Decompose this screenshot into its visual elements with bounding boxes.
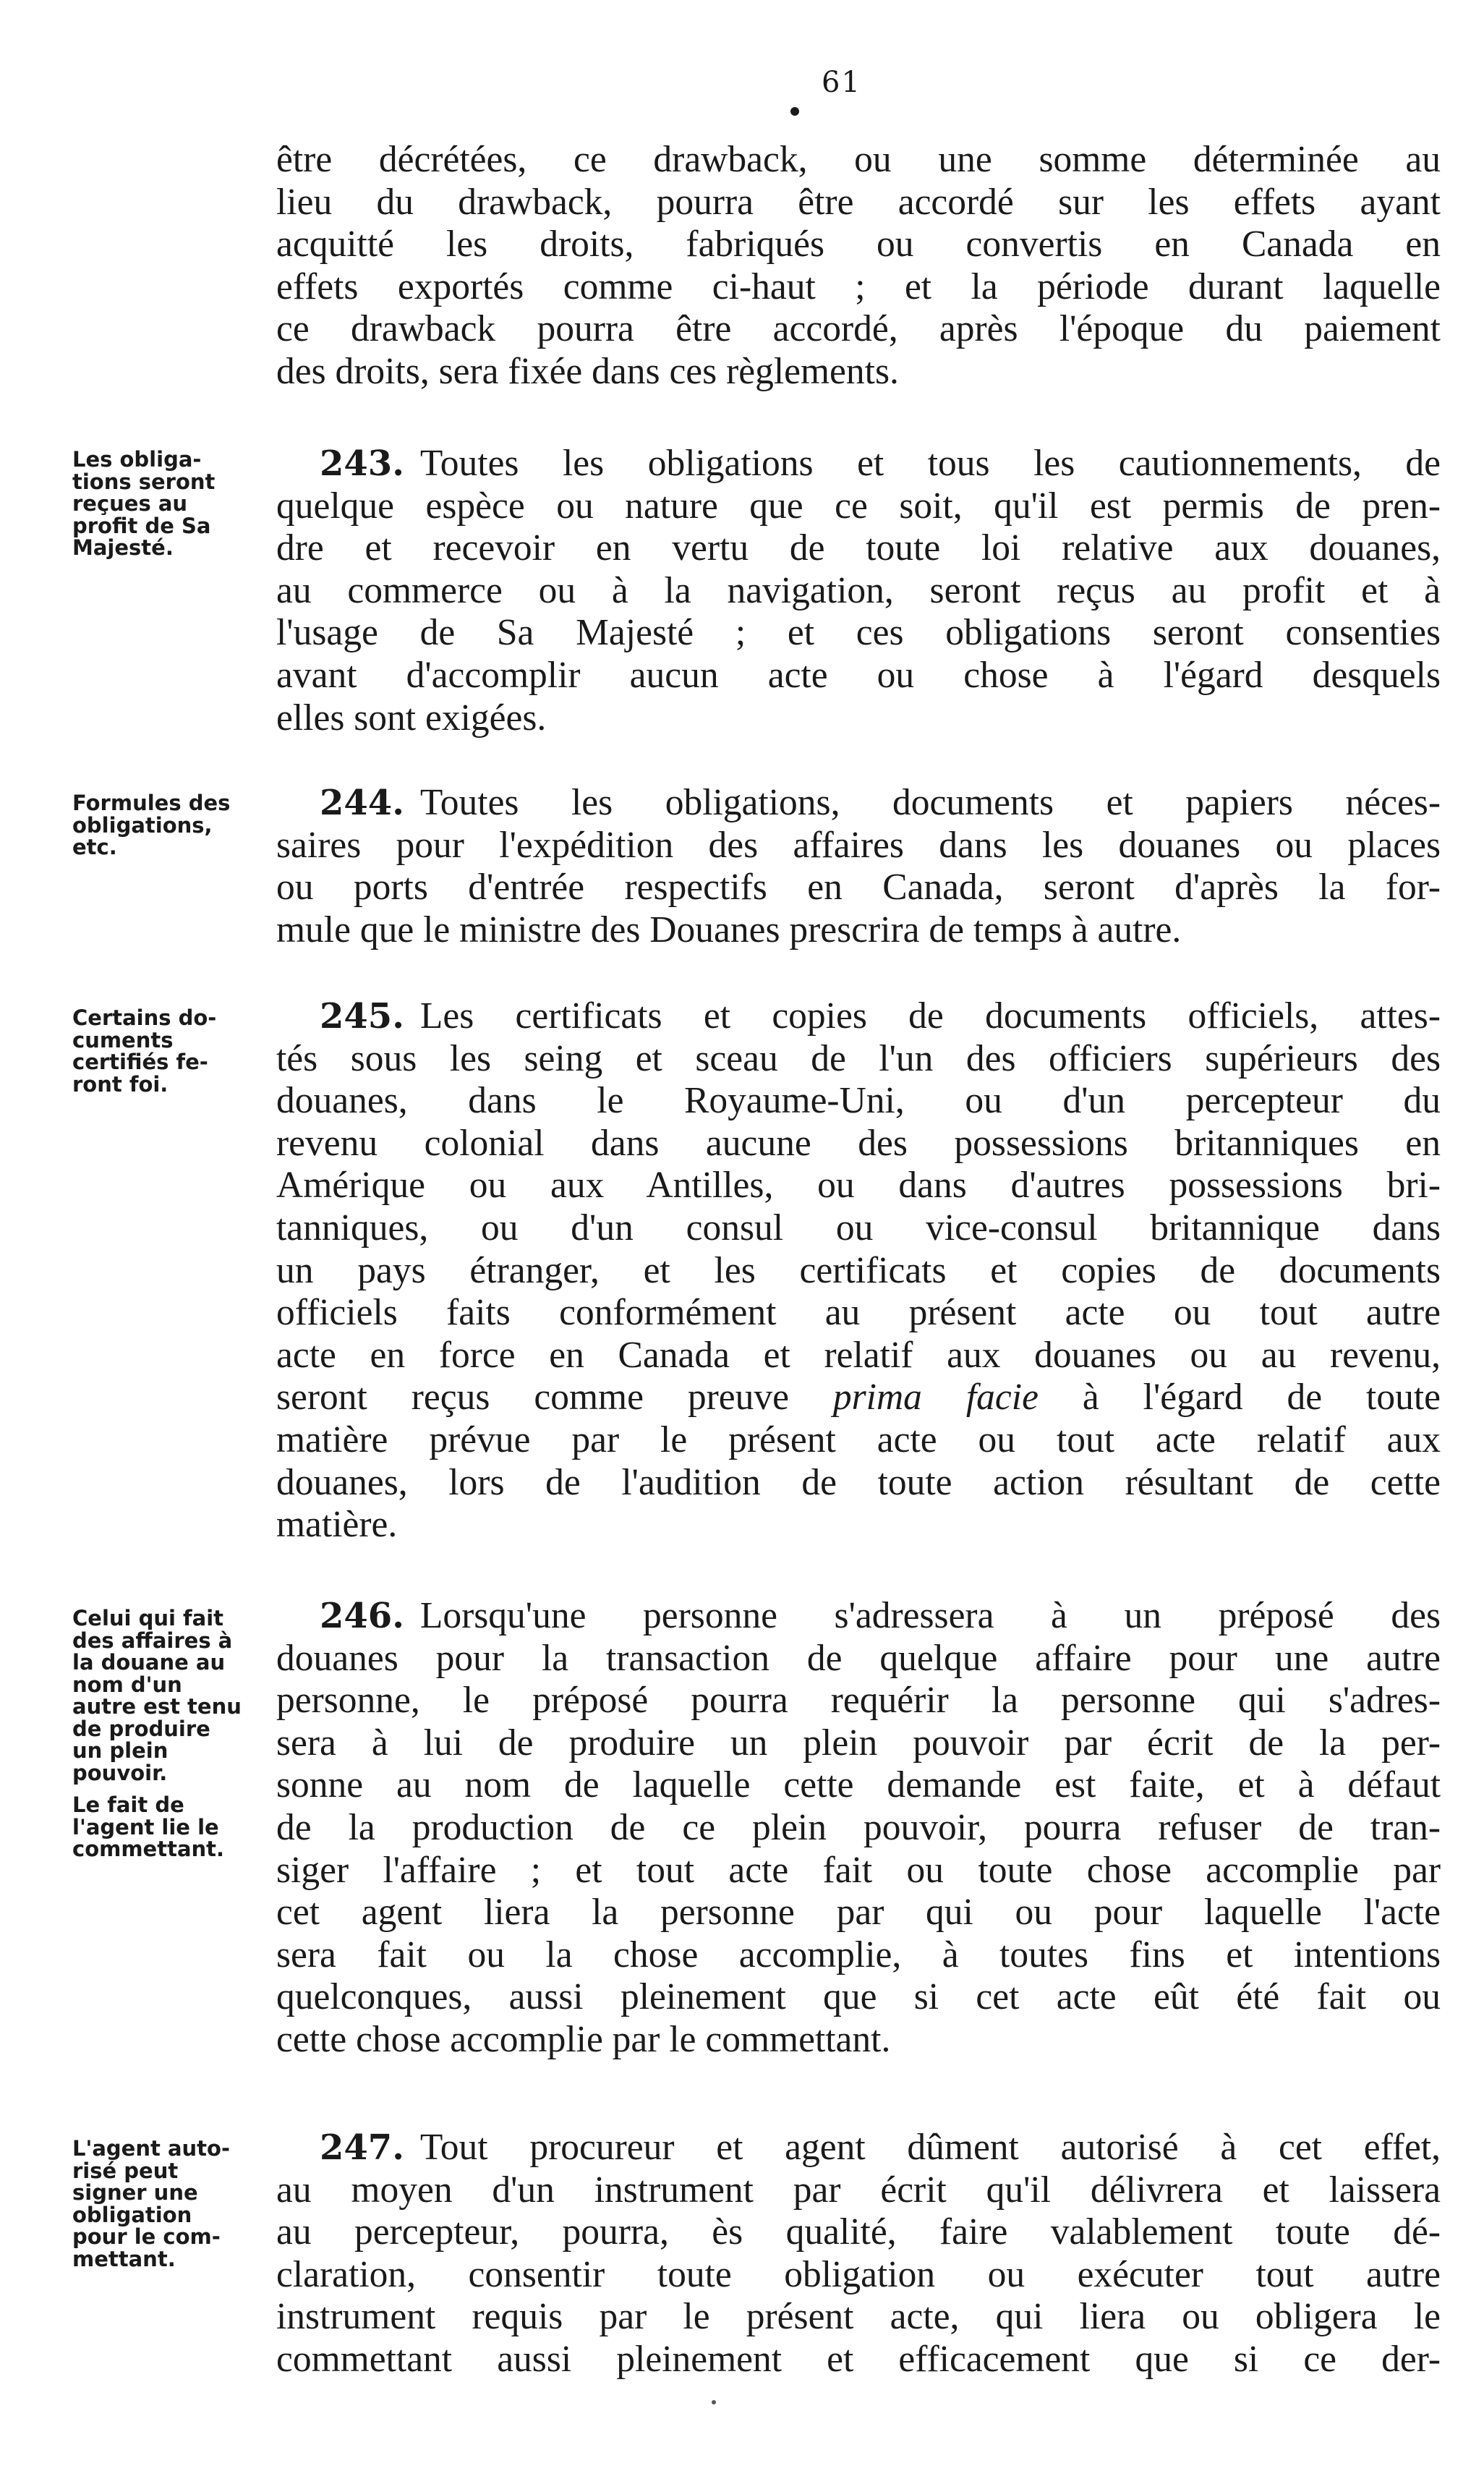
text-line: effets exportés comme ci-haut ; et la période durant laquelle: [276, 265, 1441, 307]
bottom-speck: [712, 2400, 716, 2404]
margin-note-line: cuments: [72, 1027, 174, 1052]
margin-note-line: Le fait de: [72, 1792, 184, 1817]
margin-note-line: Les obliga-: [72, 447, 202, 472]
text-line: [276, 1377, 1441, 1419]
margin-note-line: ront foi.: [72, 1071, 169, 1097]
margin-note-line: mettant.: [72, 2246, 176, 2271]
text-line: matière.: [276, 1504, 398, 1546]
section-text: Toutes les obligations, documents et papiers néces-: [419, 782, 1441, 823]
text-line: sera fait ou la chose accomplie, à toutes fins et intentions: [276, 1934, 1441, 1975]
text-line: au percepteur, pourra, ès qualité, faire valablement toute dé-: [276, 2211, 1441, 2253]
margin-note-line: obligation: [72, 2202, 192, 2227]
text-line: douanes, lors de l'audition de toute action résultant de cette: [276, 1461, 1441, 1503]
text-line: quelconques, aussi pleinement que si cet acte eût été fait ou: [276, 1976, 1441, 2018]
text-line: Amérique ou aux Antilles, ou dans d'autres possessions bri-: [276, 1165, 1441, 1207]
margin-note-244: [72, 792, 268, 859]
text-line: officiels faits conformément au présent acte ou tout autre: [276, 1292, 1441, 1334]
margin-note-line: commettant.: [72, 1837, 225, 1861]
section-text: Lorsqu'une personne s'adressera à un préposé des: [419, 1595, 1441, 1636]
text-line: [276, 995, 1441, 1038]
margin-note-245: [72, 1007, 268, 1095]
text-line: cet agent liera la personne par qui ou pour laquelle l'acte: [276, 1892, 1441, 1934]
section-number: 243.: [320, 443, 404, 484]
section-text: à l'égard de toute: [1082, 1377, 1441, 1419]
page-ornament-dot: [790, 107, 799, 116]
section-text: Toutes les obligations et tous les cautionnements, de: [419, 443, 1441, 484]
text-line: des droits, sera fixée dans ces règlements.: [276, 350, 899, 392]
margin-note-line: obligations,: [72, 812, 213, 838]
text-line: saires pour l'expédition des affaires dans les douanes ou places: [276, 824, 1441, 866]
text-line: un pays étranger, et les certificats et copies de documents: [276, 1249, 1441, 1291]
text-line: avant d'accomplir aucun acte ou chose à l'égard desquels: [276, 654, 1441, 696]
text-line: tanniques, ou d'un consul ou vice-consul britannique dans: [276, 1207, 1441, 1249]
section-text: Tout procureur et agent dûment autorisé à cet effet,: [419, 2127, 1441, 2168]
text-line: siger l'affaire ; et tout acte fait ou toute chose accomplie par: [276, 1849, 1441, 1891]
section-245: [276, 995, 1441, 1547]
margin-note-line: autre est tenu: [72, 1694, 242, 1719]
margin-note-line: Formules des: [72, 791, 231, 815]
text-line: l'usage de Sa Majesté ; et ces obligations seront consenties: [276, 612, 1441, 654]
margin-note-247: [72, 2138, 268, 2270]
section-number: 244.: [320, 783, 404, 823]
margin-note-line: L'agent auto-: [72, 2136, 230, 2161]
text-line: elles sont exigées.: [276, 697, 547, 739]
text-line: revenu colonial dans aucune des possessions britanniques en: [276, 1122, 1441, 1164]
text-line: au commerce ou à la navigation, seront reçus au profit et à: [276, 569, 1441, 611]
text-line: cette chose accomplie par le commettant.: [276, 2018, 891, 2060]
margin-note-line: la douane au: [72, 1650, 226, 1675]
margin-note-line: pouvoir.: [72, 1760, 168, 1785]
text-line: [276, 2127, 1441, 2169]
margin-note-line: signer une: [72, 2180, 198, 2205]
text-line: ce drawback pourra être accordé, après l'époque du paiement: [276, 308, 1441, 350]
text-line: douanes, dans le Royaume-Uni, ou d'un percepteur du: [276, 1080, 1441, 1122]
margin-note-line: un plein: [72, 1738, 169, 1763]
section-number: 247.: [320, 2127, 404, 2168]
text-line: douanes pour la transaction de quelque affaire pour une autre: [276, 1637, 1441, 1679]
text-line: claration, consentir toute obligation ou exécuter tout autre: [276, 2253, 1441, 2295]
section-246: [276, 1595, 1441, 2062]
section-text: seront reçus comme preuve: [276, 1377, 789, 1419]
text-line: dre et recevoir en vertu de toute loi relative aux douanes,: [276, 527, 1441, 569]
text-line: instrument requis par le présent acte, qui liera ou obligera le: [276, 2296, 1441, 2338]
section-text: Les certificats et copies de documents officiels, attes-: [419, 995, 1441, 1037]
text-line: [276, 443, 1441, 485]
section-number: 245.: [320, 996, 404, 1037]
text-line: mule que le ministre des Douanes prescrira de temps à autre.: [276, 909, 1182, 950]
margin-note-line: certifiés fe-: [72, 1050, 208, 1074]
section-244: [276, 782, 1441, 951]
latin-phrase: prima facie: [832, 1377, 1039, 1419]
intro-paragraph: [276, 139, 1441, 394]
margin-note-line: risé peut: [72, 2158, 179, 2183]
text-line: quelque espèce ou nature que ce soit, qu'il est permis de pren-: [276, 485, 1441, 527]
margin-note-246: [72, 1607, 268, 1784]
text-line: sonne au nom de laquelle cette demande est faite, et à défaut: [276, 1764, 1441, 1806]
text-line: tés sous les seing et sceau de l'un des officiers supérieurs des: [276, 1037, 1441, 1079]
margin-note-line: tions seront: [72, 469, 216, 494]
page-number: 61: [822, 66, 861, 99]
text-line: matière prévue par le présent acte ou tout acte relatif aux: [276, 1419, 1441, 1460]
margin-note-line: reçues au: [72, 491, 188, 516]
text-line: sera à lui de produire un plein pouvoir par écrit de la per-: [276, 1722, 1441, 1764]
text-line: de la production de ce plein pouvoir, pourra refuser de tran-: [276, 1806, 1441, 1848]
text-line: acte en force en Canada et relatif aux douanes ou au revenu,: [276, 1334, 1441, 1376]
text-line: acquitté les droits, fabriqués ou convertis en Canada en: [276, 224, 1441, 265]
margin-note-line: etc.: [72, 835, 117, 859]
section-247: [276, 2127, 1441, 2381]
text-line: commettant aussi pleinement et efficacement que si ce der-: [276, 2338, 1441, 2380]
text-line: [276, 782, 1441, 825]
text-line: être décrétées, ce drawback, ou une somme déterminée au: [276, 139, 1441, 180]
text-line: au moyen d'un instrument par écrit qu'il délivrera et laissera: [276, 2169, 1441, 2211]
margin-note-line: Majesté.: [72, 535, 174, 560]
margin-note-line: des affaires à: [72, 1628, 233, 1653]
section-number: 246.: [320, 1596, 404, 1636]
section-243: [276, 443, 1441, 739]
text-line: ou ports d'entrée respectifs en Canada, seront d'après la for-: [276, 867, 1441, 909]
margin-note-243: [72, 448, 268, 559]
text-line: lieu du drawback, pourra être accordé sur les effets ayant: [276, 181, 1441, 223]
text-line: [276, 1595, 1441, 1638]
margin-note-line: l'agent lie le: [72, 1814, 219, 1840]
margin-note-line: pour le com-: [72, 2224, 221, 2249]
margin-note-line: profit de Sa: [72, 513, 211, 538]
margin-note-246b: [72, 1794, 268, 1860]
margin-note-line: de produire: [72, 1716, 210, 1741]
margin-note-line: Certains do-: [72, 1005, 217, 1030]
margin-note-line: Celui qui fait: [72, 1606, 224, 1630]
text-line: personne, le préposé pourra requérir la personne qui s'adres-: [276, 1680, 1441, 1722]
margin-note-line: nom d'un: [72, 1672, 182, 1697]
